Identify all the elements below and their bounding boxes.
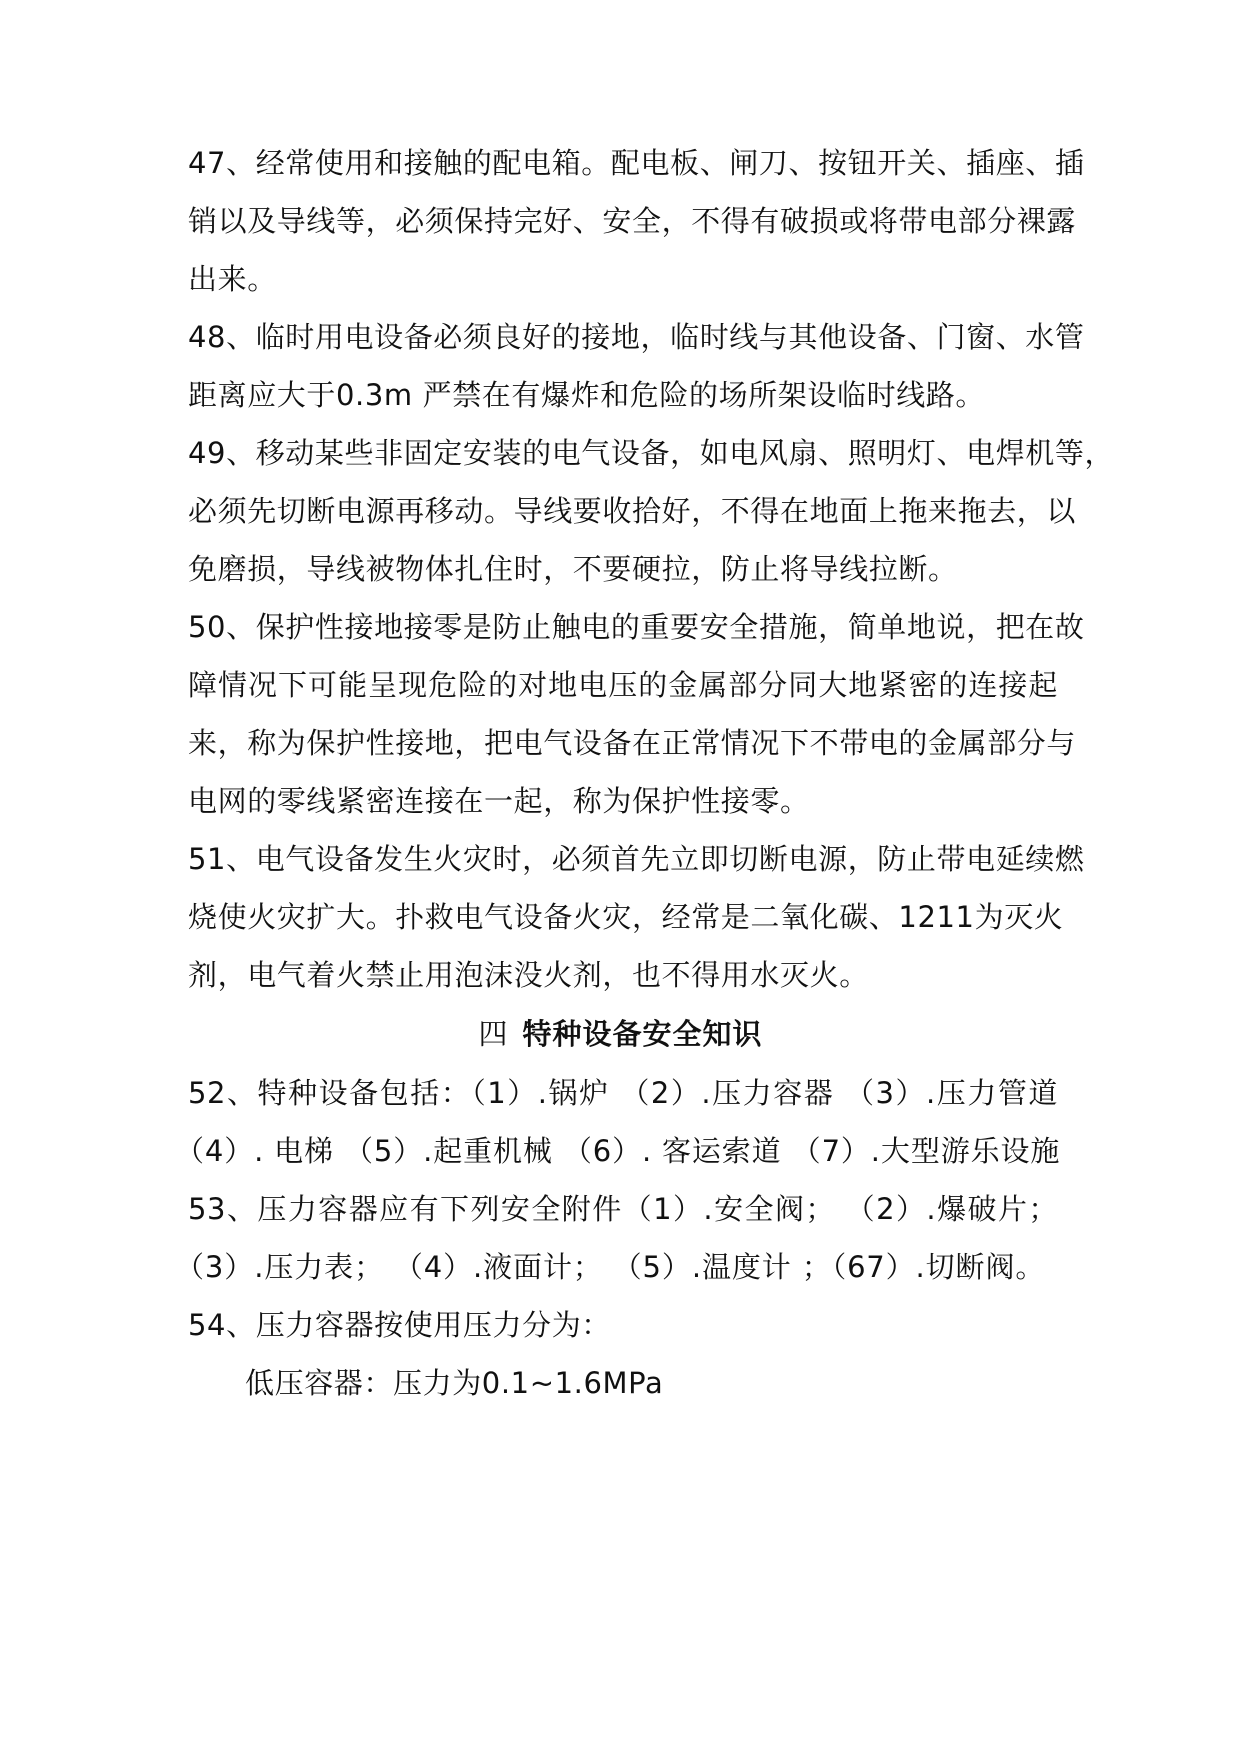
item-53-line-2: （3）.压力表； （4）.液面计； （5）.温度计 ；（67）.切断阀。: [175, 1250, 1045, 1284]
item-51-line-2: 烧使火灾扩大。扑救电气设备火灾，经常是二氧化碳、1211为灭火: [188, 900, 1064, 934]
item-50-line-1: 50、保护性接地接零是防止触电的重要安全措施，简单地说，把在故: [188, 610, 1085, 644]
item-47-line-1: 47、经常使用和接触的配电箱。配电板、闸刀、按钮开关、插座、插: [188, 146, 1085, 180]
item-50-line-2: 障情况下可能呈现危险的对地电压的金属部分同大地紧密的连接起: [188, 668, 1058, 702]
item-52-line-2: （4）. 电梯 （5）.起重机械 （6）. 客运索道 （7）.大型游乐设施: [175, 1134, 1060, 1168]
item-49-line-1: 49、移动某些非固定安装的电气设备，如电风扇、照明灯、电焊机等，: [188, 436, 1115, 470]
item-47-line-2: 销以及导线等，必须保持完好、安全，不得有破损或将带电部分裸露: [188, 204, 1077, 238]
item-48-line-1: 48、临时用电设备必须良好的接地，临时线与其他设备、门窗、水管: [188, 320, 1085, 354]
item-49-line-3: 免磨损，导线被物体扎住时，不要硬拉，防止将导线拉断。: [188, 552, 958, 586]
item-50-line-3: 来，称为保护性接地，把电气设备在正常情况下不带电的金属部分与: [188, 726, 1077, 760]
item-54-line-2: 低压容器：压力为0.1~1.6MPa: [245, 1366, 664, 1400]
item-52-line-1: 52、特种设备包括：（1）.锅炉 （2）.压力容器 （3）.压力管道: [188, 1076, 1058, 1110]
item-49-line-2: 必须先切断电源再移动。导线要收拾好，不得在地面上拖来拖去，以: [188, 494, 1077, 528]
item-48-line-2: 距离应大于0.3m 严禁在有爆炸和危险的场所架设临时线路。: [188, 378, 985, 412]
item-53-line-1: 53、压力容器应有下列安全附件（1）.安全阀； （2）.爆破片；: [188, 1192, 1058, 1226]
item-50-line-4: 电网的零线紧密连接在一起，称为保护性接零。: [188, 784, 810, 818]
section-title: 特种设备安全知识: [522, 1017, 763, 1051]
item-54-line-1: 54、压力容器按使用压力分为：: [188, 1308, 611, 1342]
section-number: 四: [478, 1017, 509, 1051]
item-51-line-3: 剂，电气着火禁止用泡沫没火剂，也不得用水灭火。: [188, 958, 869, 992]
section-heading: [0, 1014, 1241, 1054]
item-51-line-1: 51、电气设备发生火灾时，必须首先立即切断电源，防止带电延续燃: [188, 842, 1085, 876]
item-47-line-3: 出来。: [188, 262, 277, 296]
